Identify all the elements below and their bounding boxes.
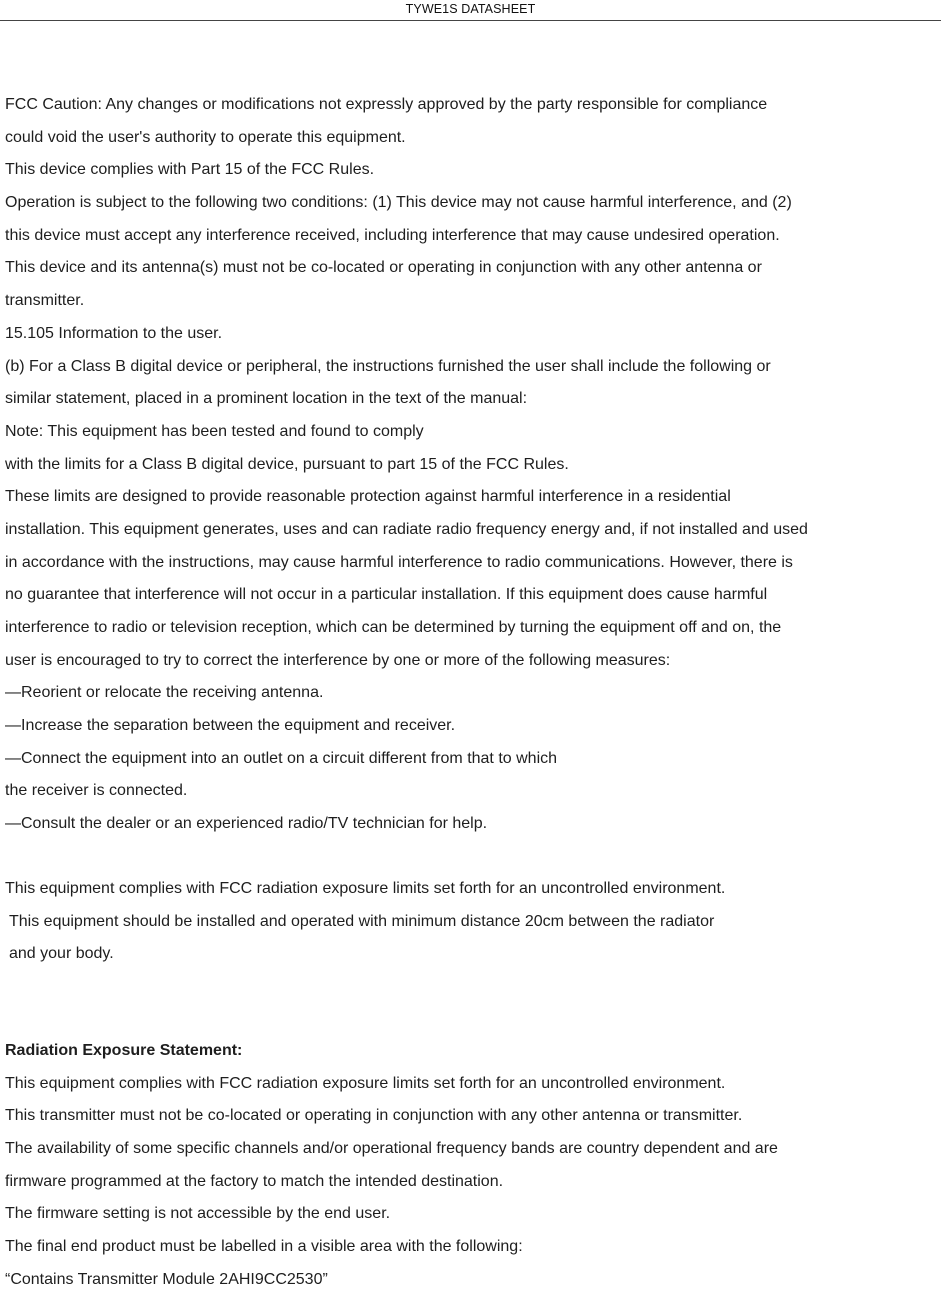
paragraph-line: This device complies with Part 15 of the FCC Rules. bbox=[5, 161, 375, 179]
paragraph-line: firmware programmed at the factory to match the intended destination. bbox=[5, 1172, 504, 1190]
paragraph-line: interference to radio or television reception, which can be determined by turning the equipment off and on, the bbox=[5, 619, 782, 636]
paragraph-line: Note: This equipment has been tested and found to comply bbox=[5, 422, 424, 440]
measure-item: —Reorient or relocate the receiving antenna. bbox=[5, 684, 324, 702]
paragraph-line: this device must accept any interference received, including interference that may cause undesired operation. bbox=[5, 226, 780, 244]
document-body bbox=[5, 89, 941, 1296]
fcc-caution-section bbox=[5, 89, 941, 841]
paragraph-line: These limits are designed to provide reasonable protection against harmful interference in a residential bbox=[5, 488, 731, 506]
paragraph-line: The final end product must be labelled in a visible area with the following: bbox=[5, 1238, 523, 1255]
paragraph-line: could void the user's authority to operate this equipment. bbox=[5, 128, 406, 146]
paragraph-line: This device and its antenna(s) must not be co-located or operating in conjunction with any other antenna or bbox=[5, 259, 762, 277]
paragraph-line: FCC Caution: Any changes or modifications not expressly approved by the party responsible for compliance bbox=[5, 96, 768, 113]
paragraph-line: with the limits for a Class B digital device, pursuant to part 15 of the FCC Rules. bbox=[5, 455, 569, 473]
paragraph-line: (b) For a Class B digital device or peripheral, the instructions furnished the user shall include the following or bbox=[5, 357, 771, 375]
paragraph-line: in accordance with the instructions, may cause harmful interference to radio communications. However, there is bbox=[5, 553, 793, 571]
paragraph-line: the receiver is connected. bbox=[5, 782, 188, 800]
radiation-exposure-section bbox=[5, 1035, 941, 1296]
paragraph-line: transmitter. bbox=[5, 292, 85, 310]
paragraph-line: 15.105 Information to the user. bbox=[5, 324, 223, 342]
measure-item: —Connect the equipment into an outlet on a circuit different from that to which bbox=[5, 749, 558, 767]
paragraph-line: This transmitter must not be co-located or operating in conjunction with any other antenna or transmitter. bbox=[5, 1107, 743, 1125]
paragraph-line: This equipment should be installed and operated with minimum distance 20cm between the radiator bbox=[9, 912, 715, 930]
paragraph-line: installation. This equipment generates, uses and can radiate radio frequency energy and, if not installed and used bbox=[5, 520, 808, 538]
section-gap bbox=[5, 841, 941, 873]
paragraph-line: This equipment complies with FCC radiation exposure limits set forth for an uncontrolled environment. bbox=[5, 879, 726, 897]
paragraph-line: “Contains Transmitter Module 2AHI9CC2530” bbox=[5, 1270, 328, 1288]
paragraph-line: Operation is subject to the following two conditions: (1) This device may not cause harmful interference, and (2) bbox=[5, 194, 792, 212]
measure-item: —Increase the separation between the equipment and receiver. bbox=[5, 717, 456, 735]
section-gap bbox=[5, 971, 941, 1035]
measure-item: —Consult the dealer or an experienced radio/TV technician for help. bbox=[5, 815, 488, 833]
paragraph-line: The firmware setting is not accessible by the end user. bbox=[5, 1205, 391, 1223]
paragraph-line: no guarantee that interference will not occur in a particular installation. If this equipment does cause harmful bbox=[5, 586, 768, 604]
paragraph-line: The availability of some specific channels and/or operational frequency bands are country dependent and are bbox=[5, 1139, 778, 1157]
exposure-section bbox=[5, 873, 941, 971]
paragraph-line: user is encouraged to try to correct the interference by one or more of the following measures: bbox=[5, 651, 671, 669]
paragraph-line: similar statement, placed in a prominent location in the text of the manual: bbox=[5, 390, 528, 408]
page-header bbox=[0, 0, 941, 21]
paragraph-line: This equipment complies with FCC radiation exposure limits set forth for an uncontrolled environment. bbox=[5, 1074, 726, 1092]
section-heading: Radiation Exposure Statement: bbox=[5, 1041, 243, 1059]
document-title: TYWE1S DATASHEET bbox=[405, 2, 536, 16]
paragraph-line: and your body. bbox=[9, 945, 114, 963]
